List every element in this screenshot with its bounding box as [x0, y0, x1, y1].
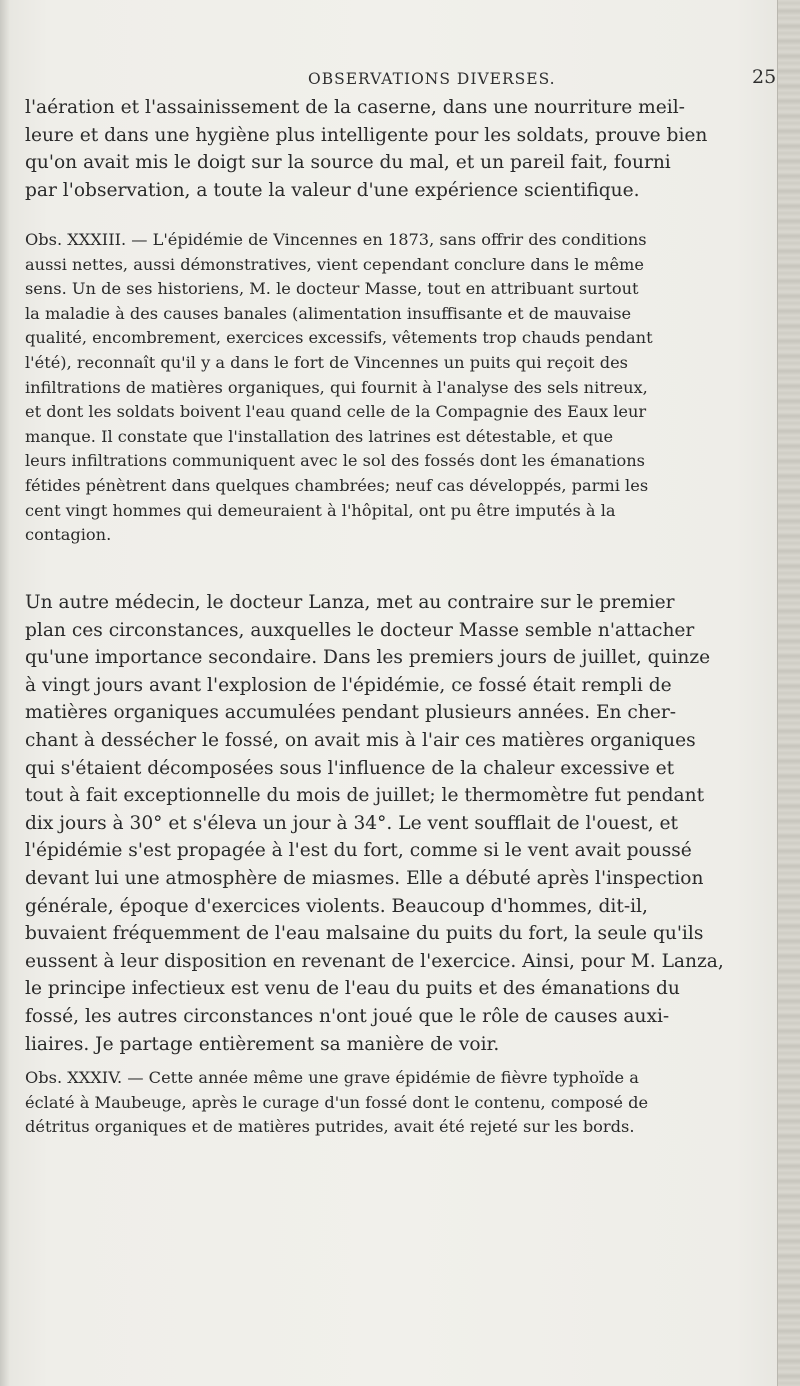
text-line: par l'observation, a toute la valeur d'une expérience scientifique.: [25, 179, 640, 201]
text-line: Un autre médecin, le docteur Lanza, met au contraire sur le premier: [25, 592, 675, 613]
observation-xxxiv: [25, 1066, 767, 1140]
text-line: leurs infiltrations communiquent avec le sol des fossés dont les émanations: [25, 451, 645, 471]
text-line: plan ces circonstances, auxquelles le docteur Masse semble n'attacher: [25, 619, 695, 641]
text-line: et dont les soldats boivent l'eau quand celle de la Compagnie des Eaux leur: [25, 402, 647, 422]
text-line: générale, époque d'exercices violents. Beaucoup d'hommes, dit-il,: [25, 895, 648, 917]
text-line: liaires. Je partage entièrement sa manière de voir.: [25, 1033, 500, 1055]
observation-xxxiii: [25, 228, 767, 548]
page-gutter-shadow: [0, 0, 10, 1386]
text-line: devant lui une atmosphère de miasmes. Elle a débuté après l'inspection: [25, 867, 704, 889]
text-line: détritus organiques et de matières putrides, avait été rejeté sur les bords.: [25, 1117, 635, 1137]
text-line: l'été), reconnaît qu'il y a dans le fort de Vincennes un puits qui reçoit des: [25, 352, 628, 372]
paragraph-lanza: [25, 589, 767, 1058]
text-line: leure et dans une hygiène plus intelligente pour les soldats, prouve bien: [25, 124, 708, 146]
text-line: l'aération et l'assainissement de la caserne, dans une nourriture meil-: [25, 97, 685, 118]
text-line: eussent à leur disposition en revenant de l'exercice. Ainsi, pour M. Lanza,: [25, 950, 724, 972]
text-line: matières organiques accumulées pendant plusieurs années. En cher-: [25, 702, 676, 724]
text-line: qu'une importance secondaire. Dans les premiers jours de juillet, quinze: [25, 647, 711, 669]
text-line: qualité, encombrement, exercices excessifs, vêtements trop chauds pendant: [25, 328, 653, 348]
text-line: éclaté à Maubeuge, après le curage d'un fossé dont le contenu, composé de: [25, 1092, 649, 1112]
running-header: OBSERVATIONS DIVERSES.: [308, 70, 556, 88]
text-line: l'épidémie s'est propagée à l'est du fort, comme si le vent avait poussé: [25, 840, 692, 862]
text-line: chant à dessécher le fossé, on avait mis à l'air ces matières organiques: [25, 729, 696, 751]
text-line: la maladie à des causes banales (alimentation insuffisante et de mauvaise: [25, 303, 632, 323]
text-line: dix jours à 30° et s'éleva un jour à 34°. Le vent soufflait de l'ouest, et: [25, 812, 679, 834]
text-line: le principe infectieux est venu de l'eau du puits et des émanations du: [25, 978, 680, 1000]
text-line: manque. Il constate que l'installation des latrines est détestable, et que: [25, 426, 614, 446]
text-line: fétides pénètrent dans quelques chambrées; neuf cas développés, parmi les: [25, 475, 649, 495]
text-line: fossé, les autres circonstances n'ont joué que le rôle de causes auxi-: [25, 1005, 670, 1027]
text-line: qui s'étaient décomposées sous l'influence de la chaleur excessive et: [25, 757, 675, 779]
text-line: buvaient fréquemment de l'eau malsaine du puits du fort, la seule qu'ils: [25, 923, 704, 945]
text-line: qu'on avait mis le doigt sur la source du mal, et un pareil fait, fourni: [25, 152, 671, 174]
text-line: infiltrations de matières organiques, qui fournit à l'analyse des sels nitreux,: [25, 377, 648, 397]
text-line: Obs. XXXIII. — L'épidémie de Vincennes en 1873, sans offrir des conditions: [25, 230, 647, 249]
page-number: 25: [752, 66, 777, 88]
text-line: à vingt jours avant l'explosion de l'épidémie, ce fossé était rempli de: [25, 674, 672, 696]
text-line: Obs. XXXIV. — Cette année même une grave épidémie de fièvre typhoïde a: [25, 1068, 639, 1087]
text-line: tout à fait exceptionnelle du mois de juillet; le thermomètre fut pendant: [25, 785, 705, 807]
text-line: cent vingt hommes qui demeuraient à l'hôpital, ont pu être imputés à la: [25, 500, 616, 520]
text-line: aussi nettes, aussi démonstratives, vient cependant conclure dans le même: [25, 254, 644, 274]
text-line: sens. Un de ses historiens, M. le docteur Masse, tout en attribuant surtout: [25, 279, 639, 299]
text-line: contagion.: [25, 525, 112, 545]
paragraph-continuation: [25, 94, 767, 204]
page-edge-strip: [777, 0, 800, 1386]
